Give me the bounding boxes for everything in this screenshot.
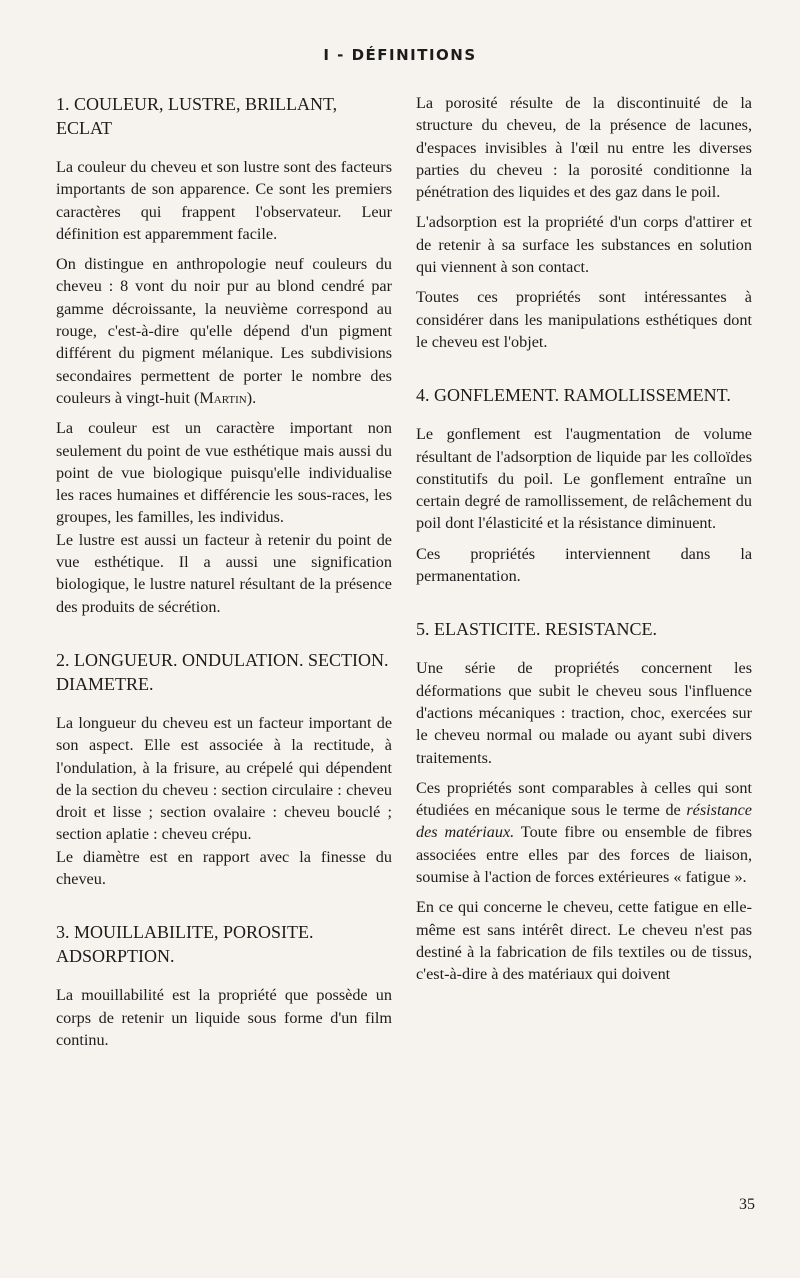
section-1-paragraph-4: Le lustre est aussi un facteur à retenir du point de vue esthétique. Il a aussi une signification biologique, le lustre naturel résultant de la présence des produits de sécrétion. xyxy=(56,530,392,616)
section-3-paragraph-4: Toutes ces propriétés sont intéressantes à considérer dans les manipulations esthétiques dont le cheveu est l'objet. xyxy=(416,288,752,351)
section-5-paragraph-3: En ce qui concerne le cheveu, cette fatigue en elle-même est sans intérêt direct. Le cheveu n'est pas destiné à la fabrication de fils textiles ou de tissus, c'est-à-dire à des matériaux qui doivent xyxy=(416,898,752,984)
section-2-paragraph-2: Le diamètre est en rapport avec la finesse du cheveu. xyxy=(56,847,392,889)
page-number: 35 xyxy=(739,1196,755,1213)
section-4-paragraph-2: Ces propriétés interviennent dans la permanentation. xyxy=(416,544,752,586)
section-1-heading: 1. COULEUR, LUSTRE, BRILLANT, ECLAT xyxy=(56,94,338,138)
section-2-paragraph-1: La longueur du cheveu est un facteur important de son aspect. Elle est associée à la rectitude, à l'ondulation, à la frisure, au crépelé qui dépendent de la section du cheveu : section circulaire : cheveu droit et lisse ; section ovalaire : cheveu bouclé ; section aplatie : cheveu crépu. xyxy=(56,713,392,844)
section-3-paragraph-1: La mouillabilité est la propriété que possède un corps de retenir un liquide sous forme d'un film continu. xyxy=(56,986,392,1049)
section-5-paragraph-1: Une série de propriétés concernent les déformations que subit le cheveu sous l'influence d'actions mécaniques : traction, choc, exercées sur le cheveu normal ou malade ou ayant subi divers traitements. xyxy=(416,659,752,767)
section-5-paragraph-2 xyxy=(416,777,752,888)
section-4-paragraph-1: Le gonflement est l'augmentation de volume résultant de l'adsorption de liquide par les colloïdes constitutifs du poil. Le gonflement entraîne un certain degré de ramollissement, de relâchement du poil dont l'élasticité et la résistance diminuent. xyxy=(416,425,752,533)
section-5-heading: 5. ELASTICITE. RESISTANCE. xyxy=(416,619,658,640)
paragraph-text: Ces propriétés sont comparables à celles qui sont étudiées en mécanique sous le terme de xyxy=(416,778,752,820)
section-1-paragraph-1: La couleur du cheveu et son lustre sont des facteurs importants de son apparence. Ce sont les premiers caractères qui frappent l'observateur. Leur définition est apparemment facile. xyxy=(56,158,392,243)
section-3-paragraph-2: La porosité résulte de la discontinuité de la structure du cheveu, de la présence de lacunes, d'espaces invisibles à l'œil nu entre les diverses parties du cheveu : la porosité conditionne la pénétration des liquides et des gaz dans le poil. xyxy=(416,94,752,202)
page-title: I - DÉFINITIONS xyxy=(323,46,477,64)
section-4-heading: 4. GONFLEMENT. RAMOLLISSEMENT. xyxy=(416,385,731,406)
left-column xyxy=(56,92,392,1059)
section-2-heading: 2. LONGUEUR. ONDULATION. SECTION. DIAMETRE. xyxy=(56,649,389,694)
paragraph-text: Toute fibre ou ensemble de fibres associées entre elles par des forces de liaison, soumise à l'action de forces extérieures « fatigue ». xyxy=(416,823,753,887)
section-1-paragraph-3: La couleur est un caractère important non seulement du point de vue esthétique mais aussi du point de vue biologique puisqu'elle individualise les races humaines et différencie les sous-races, les groupes, les familles, les individus. xyxy=(56,419,392,527)
section-3-paragraph-3: L'adsorption est la propriété d'un corps d'attirer et de retenir à sa surface les substances en solution qui viennent à son contact. xyxy=(416,213,752,277)
right-column xyxy=(416,92,752,994)
section-3-heading: 3. MOUILLABILITE, POROSITE. ADSORPTION. xyxy=(56,922,314,967)
paragraph-text: On distingue en anthropologie neuf couleurs du cheveu : 8 vont du noir pur au blond cendré par gamme décroissante, la neuvième correspond au rouge, c'est-à-dire qu'elle dépend d'un pigment différent du pigment mélanique. Les subdivisions secondaires permettent de porter le nombre des couleurs à vingt-huit ( xyxy=(56,255,392,407)
section-1-paragraph-2 xyxy=(56,253,392,409)
author-name: Martin xyxy=(199,388,247,407)
paragraph-text: ). xyxy=(246,388,257,407)
emphasized-term: résistance des matériaux. xyxy=(416,801,752,842)
